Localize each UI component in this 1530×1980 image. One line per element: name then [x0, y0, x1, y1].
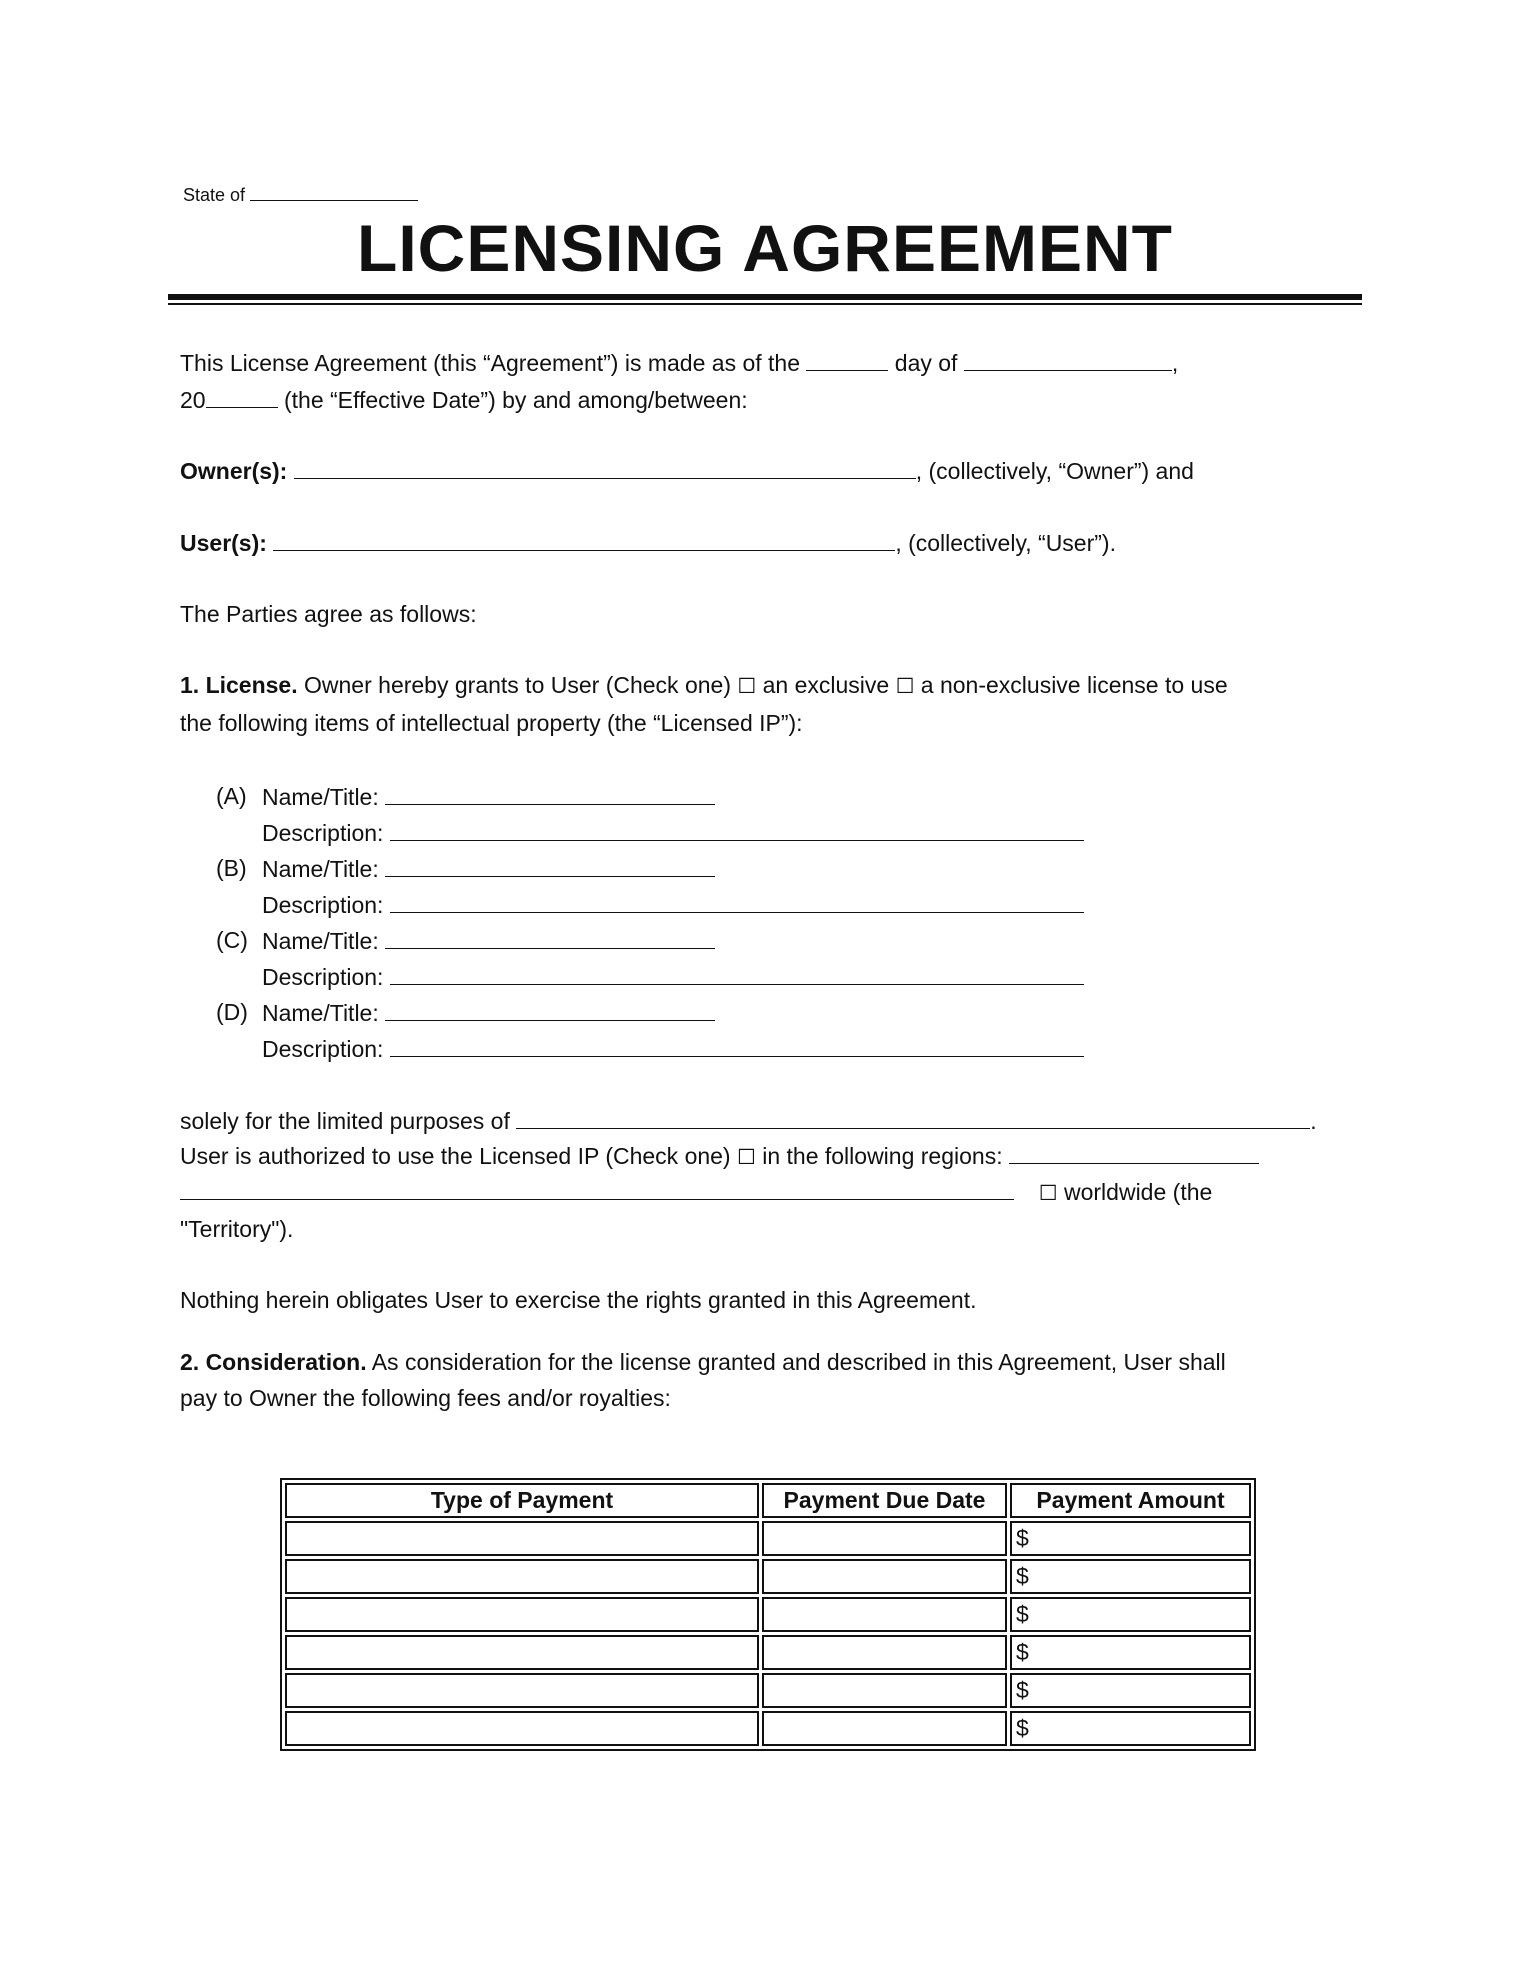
intro-line-1 — [180, 348, 1178, 377]
month-blank[interactable] — [964, 348, 1172, 371]
ip-item-c-desc — [262, 962, 1084, 991]
purposes-blank[interactable] — [516, 1106, 1310, 1129]
regions-checkbox[interactable]: ☐ — [737, 1145, 756, 1169]
user-line — [180, 528, 1116, 557]
authorized-text: User is authorized to use the Licensed IP (Check one) — [180, 1143, 731, 1169]
description-blank[interactable] — [390, 818, 1084, 841]
exclusive-label: an exclusive — [762, 672, 890, 698]
payment-due-date-cell[interactable] — [762, 1711, 1007, 1746]
description-label: Description: — [262, 1036, 384, 1062]
state-of-field — [183, 183, 418, 206]
name-title-label: Name/Title: — [262, 928, 379, 954]
ip-item-b-letter: (B) — [216, 855, 247, 881]
user-label: User(s): — [180, 530, 267, 556]
user-blank[interactable] — [273, 528, 895, 551]
payment-due-date-cell[interactable] — [762, 1559, 1007, 1594]
header-payment-due-date: Payment Due Date — [762, 1483, 1007, 1518]
payment-table — [280, 1478, 1256, 1751]
worldwide-label: worldwide (the — [1064, 1179, 1213, 1205]
payment-table-header — [285, 1483, 1251, 1518]
name-title-blank[interactable] — [385, 998, 715, 1021]
ip-item-c-name — [262, 926, 715, 955]
table-row — [285, 1673, 1251, 1708]
ip-item-d-desc — [262, 1034, 1084, 1063]
name-title-label: Name/Title: — [262, 856, 379, 882]
ip-item-a-letter: (A) — [216, 783, 247, 809]
ip-item-a-desc — [262, 818, 1084, 847]
description-label: Description: — [262, 892, 384, 918]
section2-line-2: pay to Owner the following fees and/or royalties: — [180, 1385, 671, 1411]
intro-text-2: day of — [894, 350, 958, 376]
payment-due-date-cell[interactable] — [762, 1635, 1007, 1670]
section1-text: Owner hereby grants to User (Check one) — [304, 672, 731, 698]
owner-label: Owner(s): — [180, 458, 288, 484]
name-title-label: Name/Title: — [262, 784, 379, 810]
section1-line-1 — [180, 671, 1228, 700]
table-row — [285, 1521, 1251, 1556]
exclusive-checkbox[interactable]: ☐ — [737, 674, 757, 698]
day-blank[interactable] — [806, 348, 888, 371]
description-label: Description: — [262, 820, 384, 846]
dollar-sign: $ — [1016, 1525, 1029, 1551]
table-row — [285, 1635, 1251, 1670]
owner-line — [180, 456, 1194, 485]
description-blank[interactable] — [390, 1034, 1084, 1057]
payment-type-cell[interactable] — [285, 1597, 759, 1632]
description-blank[interactable] — [390, 962, 1084, 985]
regions-blank-2[interactable] — [180, 1177, 1014, 1200]
year-blank[interactable] — [206, 385, 278, 408]
dollar-sign: $ — [1016, 1601, 1029, 1627]
section2-text-1: As consideration for the license granted and described in this Agreement, User shall — [371, 1349, 1226, 1375]
parties-agree-text: The Parties agree as follows: — [180, 601, 477, 627]
description-label: Description: — [262, 964, 384, 990]
section2-heading: 2. Consideration. — [180, 1349, 367, 1375]
dollar-sign: $ — [1016, 1677, 1029, 1703]
section1-heading: 1. License. — [180, 672, 298, 698]
intro-line-2 — [180, 385, 748, 414]
dollar-sign: $ — [1016, 1563, 1029, 1589]
title-rule-thick — [168, 294, 1362, 300]
title-rule-thin — [168, 303, 1362, 305]
name-title-blank[interactable] — [385, 854, 715, 877]
ip-item-b-name — [262, 854, 715, 883]
dollar-sign: $ — [1016, 1715, 1029, 1741]
header-type-of-payment: Type of Payment — [285, 1483, 759, 1518]
user-suffix: , (collectively, “User”). — [895, 530, 1116, 556]
intro-comma: , — [1171, 350, 1179, 376]
payment-type-cell[interactable] — [285, 1521, 759, 1556]
owner-suffix: , (collectively, “Owner”) and — [915, 458, 1194, 484]
owner-blank[interactable] — [294, 456, 916, 479]
intro-text-1: This License Agreement (this “Agreement”) is made as of the — [180, 350, 801, 376]
document-title: LICENSING AGREEMENT — [357, 211, 1173, 285]
purposes-period: . — [1310, 1108, 1317, 1134]
territory-line-2 — [180, 1177, 1212, 1207]
table-row — [285, 1597, 1251, 1632]
ip-item-d-name — [262, 998, 715, 1027]
ip-item-a-name — [262, 782, 715, 811]
ip-item-c-letter: (C) — [216, 927, 248, 953]
purposes-label: solely for the limited purposes of — [180, 1108, 510, 1134]
state-label: State of — [183, 185, 246, 205]
name-title-blank[interactable] — [385, 782, 715, 805]
description-blank[interactable] — [390, 890, 1084, 913]
regions-blank-1[interactable] — [1009, 1141, 1259, 1164]
ip-item-b-desc — [262, 890, 1084, 919]
payment-amount-cell[interactable] — [1010, 1521, 1251, 1556]
year-prefix: 20 — [180, 387, 206, 413]
ip-item-d-letter: (D) — [216, 999, 248, 1025]
payment-due-date-cell[interactable] — [762, 1521, 1007, 1556]
dollar-sign: $ — [1016, 1639, 1029, 1665]
payment-amount-cell[interactable] — [1010, 1635, 1251, 1670]
worldwide-checkbox[interactable]: ☐ — [1038, 1181, 1058, 1205]
state-blank[interactable] — [250, 183, 418, 201]
payment-amount-cell[interactable] — [1010, 1673, 1251, 1708]
table-row — [285, 1559, 1251, 1594]
non-exclusive-checkbox[interactable]: ☐ — [895, 674, 915, 698]
effective-date-text: (the “Effective Date”) by and among/between: — [283, 387, 748, 413]
section2-line-1 — [180, 1348, 1226, 1376]
section1-line-2: the following items of intellectual property (the “Licensed IP”): — [180, 710, 803, 736]
payment-due-date-cell[interactable] — [762, 1597, 1007, 1632]
territory-end: "Territory"). — [180, 1216, 294, 1242]
regions-label: in the following regions: — [762, 1143, 1003, 1169]
header-payment-amount: Payment Amount — [1010, 1483, 1251, 1518]
payment-amount-cell[interactable] — [1010, 1559, 1251, 1594]
territory-line-1 — [180, 1141, 1259, 1171]
payment-amount-cell[interactable] — [1010, 1597, 1251, 1632]
name-title-label: Name/Title: — [262, 1000, 379, 1026]
no-obligation-text: Nothing herein obligates User to exercise the rights granted in this Agreement. — [180, 1287, 977, 1313]
payment-type-cell[interactable] — [285, 1673, 759, 1708]
payment-type-cell[interactable] — [285, 1559, 759, 1594]
payment-due-date-cell[interactable] — [762, 1673, 1007, 1708]
payment-type-cell[interactable] — [285, 1711, 759, 1746]
name-title-blank[interactable] — [385, 926, 715, 949]
table-row — [285, 1711, 1251, 1746]
payment-type-cell[interactable] — [285, 1635, 759, 1670]
payment-amount-cell[interactable] — [1010, 1711, 1251, 1746]
non-exclusive-label: a non-exclusive license to use — [920, 672, 1228, 698]
purposes-line — [180, 1106, 1317, 1135]
